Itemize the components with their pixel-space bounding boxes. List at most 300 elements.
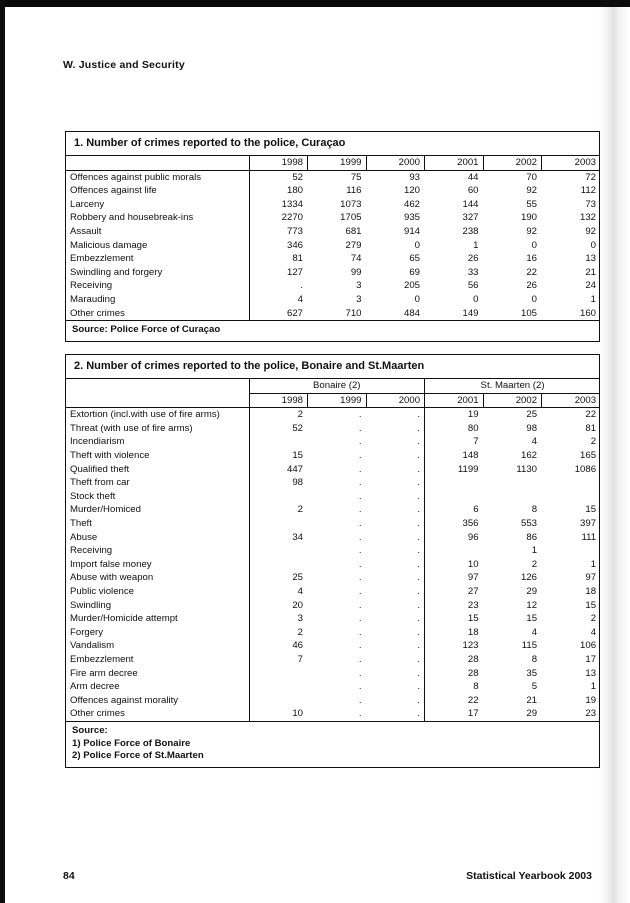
cell-value: . <box>417 640 421 652</box>
cell-value: 46 <box>249 639 308 653</box>
cell-value: 2 <box>249 408 308 422</box>
cell-value: 1 <box>590 681 597 693</box>
cell-value: 13 <box>585 667 597 679</box>
table-row <box>66 626 600 640</box>
row-label: Abuse <box>70 531 98 543</box>
cell-value: 1334 <box>249 198 308 212</box>
cell-value: 81 <box>585 422 597 434</box>
cell-value: 27 <box>425 585 484 599</box>
table-2-corner-cell-2 <box>66 393 249 408</box>
cell-value: . <box>358 681 362 693</box>
cell-value: 22 <box>542 408 601 422</box>
cell-value: 98 <box>249 476 308 490</box>
cell-value: . <box>417 422 421 434</box>
cell-value: 97 <box>425 571 484 585</box>
cell-value: 484 <box>403 307 420 319</box>
source-line: Source: Police Force of Curaçao <box>72 324 221 336</box>
cell-value: 3 <box>249 612 308 626</box>
cell-value: . <box>358 694 362 706</box>
column-header-2001: 2001 <box>425 156 484 170</box>
row-label: Swindling <box>70 599 112 611</box>
cell-value: . <box>358 572 362 584</box>
cell-value: 1705 <box>340 212 362 224</box>
cell-value: . <box>249 279 308 293</box>
cell-value: . <box>358 667 362 679</box>
cell-value: . <box>366 408 425 422</box>
cell-value: 99 <box>350 266 362 278</box>
cell-value: . <box>417 599 421 611</box>
table-row <box>66 667 600 681</box>
table-row <box>66 639 600 653</box>
cell-value: 2 <box>531 558 538 570</box>
cell-value: 4 <box>590 626 597 638</box>
table-1 <box>66 156 600 320</box>
row-label: Threat (with use of fire arms) <box>70 422 193 434</box>
cell-value <box>249 517 308 531</box>
cell-value <box>542 476 601 490</box>
cell-value: 86 <box>526 531 538 543</box>
footer-book-title: Statistical Yearbook 2003 <box>466 870 592 882</box>
column-header-1999: 1999 <box>308 393 367 408</box>
table-row <box>66 653 600 667</box>
row-label: Offences against morality <box>70 694 179 706</box>
cell-value: . <box>358 518 362 530</box>
cell-value: 18 <box>585 586 597 597</box>
footer-page-number: 84 <box>63 870 75 882</box>
row-label: Qualified theft <box>70 463 130 475</box>
row-label: Malicious damage <box>70 239 148 251</box>
cell-value: 15 <box>585 599 597 611</box>
cell-value: . <box>417 531 421 543</box>
cell-value: 1 <box>590 294 596 306</box>
column-header-1999: 1999 <box>308 156 367 170</box>
cell-value: 98 <box>526 422 538 434</box>
table-row <box>66 408 600 422</box>
cell-value: 35 <box>526 667 538 679</box>
table-row <box>66 266 600 280</box>
cell-value: 24 <box>585 280 596 292</box>
cell-value: 356 <box>425 517 484 531</box>
cell-value: . <box>358 504 362 516</box>
cell-value: 92 <box>526 185 537 197</box>
cell-value: 15 <box>249 449 308 463</box>
cell-value: 148 <box>425 449 484 463</box>
source-line: Source: <box>72 724 108 736</box>
cell-value <box>249 490 308 504</box>
cell-value: 17 <box>585 653 597 665</box>
table-row <box>66 170 600 184</box>
cell-value: 93 <box>366 170 425 184</box>
table-row <box>66 184 600 198</box>
cell-value: 149 <box>462 307 479 319</box>
table-2-source <box>66 721 599 767</box>
cell-value: 74 <box>350 253 362 265</box>
cell-value: . <box>417 463 421 475</box>
table-row <box>66 225 600 239</box>
cell-value: . <box>417 450 421 462</box>
row-label: Abuse with weapon <box>70 572 154 584</box>
cell-value <box>425 544 484 558</box>
row-label: Murder/Homiced <box>70 504 141 516</box>
cell-value: 6 <box>425 503 484 517</box>
cell-value: 10 <box>249 707 308 721</box>
row-label: Assault <box>70 226 102 238</box>
cell-value: . <box>358 531 362 543</box>
cell-value: 12 <box>526 599 538 611</box>
cell-value: 0 <box>473 294 479 306</box>
table-row <box>66 680 600 694</box>
cell-value: 17 <box>425 707 484 721</box>
table-row <box>66 531 600 545</box>
table-row <box>66 422 600 436</box>
source-line: 2) Police Force of St.Maarten <box>72 750 204 762</box>
table-row <box>66 599 600 613</box>
cell-value: 327 <box>462 212 479 224</box>
cell-value: 238 <box>462 226 479 238</box>
cell-value: 1 <box>590 558 597 570</box>
cell-value <box>425 490 484 504</box>
cell-value <box>425 476 484 490</box>
cell-value: 52 <box>249 170 308 184</box>
table-row <box>66 612 600 626</box>
cell-value <box>542 490 601 504</box>
table-row <box>66 449 600 463</box>
cell-value: 1 <box>531 545 538 557</box>
cell-value: 21 <box>585 266 596 278</box>
cell-value: . <box>358 463 362 475</box>
row-label: Forgery <box>70 626 104 638</box>
column-header-1998: 1998 <box>249 156 308 170</box>
cell-value: . <box>358 586 362 597</box>
cell-value: . <box>417 477 421 489</box>
cell-value: 70 <box>483 170 542 184</box>
section-heading: W. Justice and Security <box>63 59 185 71</box>
cell-value <box>249 435 308 449</box>
table-2 <box>66 379 600 721</box>
row-label: Arm decree <box>70 681 120 693</box>
cell-value: 123 <box>425 639 484 653</box>
cell-value: 72 <box>542 170 601 184</box>
table-2-group-header-row <box>66 379 600 393</box>
cell-value: 0 <box>414 239 420 251</box>
cell-value: 21 <box>526 694 538 706</box>
cell-value: 16 <box>526 253 537 265</box>
cell-value: 935 <box>403 212 420 224</box>
cell-value: 2270 <box>249 211 308 225</box>
cell-value: 4 <box>531 626 538 638</box>
cell-value: 279 <box>345 239 362 251</box>
cell-value: 127 <box>249 266 308 280</box>
row-label: Larceny <box>70 198 105 210</box>
cell-value: 160 <box>579 307 596 319</box>
cell-value: 132 <box>579 212 596 224</box>
cell-value: . <box>358 613 362 625</box>
cell-value <box>483 490 542 504</box>
row-label: Import false money <box>70 558 152 570</box>
row-label: Offences against public morals <box>66 170 249 184</box>
row-label: Murder/Homicide attempt <box>70 613 178 625</box>
table-row <box>66 307 600 321</box>
cell-value: . <box>358 653 362 665</box>
cell-value: 26 <box>526 280 537 292</box>
cell-value: 15 <box>425 612 484 626</box>
cell-value: 5 <box>531 681 538 693</box>
cell-value: 56 <box>467 280 479 292</box>
row-label: Fire arm decree <box>70 667 138 679</box>
table-row <box>66 252 600 266</box>
cell-value: . <box>417 504 421 516</box>
cell-value: 97 <box>585 572 597 584</box>
cell-value: 165 <box>580 450 597 462</box>
row-label: Robbery and housebreak-ins <box>70 212 194 224</box>
table-1-source <box>66 320 599 341</box>
cell-value: 44 <box>425 170 484 184</box>
cell-value: 92 <box>585 226 596 238</box>
cell-value: 2 <box>249 503 308 517</box>
row-label: Embezzlement <box>70 653 134 665</box>
cell-value: 205 <box>403 280 420 292</box>
cell-value: . <box>417 667 421 679</box>
group-header-0: Bonaire (2) <box>249 379 425 393</box>
cell-value: . <box>358 490 362 502</box>
cell-value: 3 <box>356 294 362 306</box>
row-label: Receiving <box>70 280 113 292</box>
cell-value: 19 <box>425 408 484 422</box>
cell-value: 162 <box>521 450 538 462</box>
cell-value: 553 <box>521 518 538 530</box>
table-1-body <box>66 170 600 320</box>
cell-value: 4 <box>249 293 308 307</box>
cell-value: 462 <box>403 198 420 210</box>
scan-top-edge-band <box>0 0 630 7</box>
document-page <box>5 7 630 903</box>
table-row <box>66 571 600 585</box>
cell-value: 80 <box>425 422 484 436</box>
cell-value: 0 <box>531 239 537 251</box>
cell-value: 116 <box>346 185 362 197</box>
cell-value: 106 <box>580 640 597 652</box>
table-row <box>66 503 600 517</box>
cell-value: 22 <box>526 266 537 278</box>
table-row <box>66 293 600 307</box>
table-2-year-header-row <box>66 393 600 408</box>
column-header-2002: 2002 <box>483 156 542 170</box>
cell-value: 26 <box>467 253 479 265</box>
table-row <box>66 279 600 293</box>
cell-value: 2 <box>249 626 308 640</box>
table-row <box>66 239 600 253</box>
cell-value: 18 <box>425 626 484 640</box>
cell-value: . <box>417 681 421 693</box>
cell-value: 29 <box>526 586 538 597</box>
cell-value: 914 <box>403 226 420 238</box>
cell-value: . <box>358 545 362 557</box>
cell-value: 52 <box>249 422 308 436</box>
cell-value: 29 <box>526 708 538 720</box>
cell-value: . <box>358 558 362 570</box>
cell-value: 60 <box>467 185 479 197</box>
cell-value: 75 <box>308 170 367 184</box>
table-row <box>66 476 600 490</box>
cell-value: . <box>417 613 421 625</box>
cell-value: 34 <box>249 531 308 545</box>
cell-value: 23 <box>585 708 597 720</box>
cell-value: 65 <box>409 253 420 265</box>
cell-value: 20 <box>249 599 308 613</box>
cell-value: 81 <box>249 252 308 266</box>
row-label: Public violence <box>70 586 134 597</box>
cell-value: 92 <box>526 226 537 238</box>
cell-value: 55 <box>526 198 537 210</box>
cell-value: 19 <box>585 694 597 706</box>
row-label: Other crimes <box>70 307 125 319</box>
cell-value: 105 <box>520 307 537 319</box>
cell-value: 1130 <box>516 463 538 475</box>
cell-value: . <box>417 436 421 448</box>
row-label: Other crimes <box>70 708 125 720</box>
cell-value: 144 <box>462 198 479 210</box>
row-label: Embezzlement <box>70 253 134 265</box>
row-label: Receiving <box>70 545 113 557</box>
table-2-container <box>65 354 600 768</box>
cell-value: 13 <box>585 253 596 265</box>
table-2-head <box>66 379 600 408</box>
cell-value: 0 <box>414 294 420 306</box>
cell-value <box>249 694 308 708</box>
cell-value: 1086 <box>574 463 597 475</box>
cell-value: 1 <box>473 239 479 251</box>
cell-value: . <box>417 586 421 597</box>
row-label: Theft from car <box>70 477 130 489</box>
cell-value: 10 <box>425 558 484 572</box>
column-header-2002: 2002 <box>483 393 542 408</box>
table-1-head <box>66 156 600 170</box>
cell-value: . <box>358 640 362 652</box>
cell-value: . <box>417 694 421 706</box>
cell-value: 2 <box>590 436 597 448</box>
cell-value: 346 <box>249 239 308 253</box>
table-row <box>66 544 600 558</box>
table-1-container <box>65 131 600 342</box>
cell-value: 23 <box>425 599 484 613</box>
cell-value: 397 <box>580 518 597 530</box>
cell-value: 4 <box>531 436 538 448</box>
cell-value: 15 <box>585 504 597 516</box>
cell-value: . <box>358 436 362 448</box>
cell-value: . <box>358 626 362 638</box>
cell-value: 126 <box>521 572 538 584</box>
table-row <box>66 517 600 531</box>
cell-value: . <box>417 653 421 665</box>
table-row <box>66 490 600 504</box>
cell-value: 7 <box>425 435 484 449</box>
cell-value <box>249 667 308 681</box>
column-header-1998: 1998 <box>249 393 308 408</box>
cell-value: 681 <box>345 226 362 238</box>
group-header-1: St. Maarten (2) <box>425 379 601 393</box>
row-label: Extortion (incl.with use of fire arms) <box>66 408 249 422</box>
cell-value: 627 <box>249 307 308 321</box>
cell-value: 8 <box>425 680 484 694</box>
cell-value: 25 <box>483 408 542 422</box>
row-label: Incendiarism <box>70 436 125 448</box>
cell-value: 8 <box>531 653 538 665</box>
cell-value: 3 <box>356 280 362 292</box>
table-row <box>66 463 600 477</box>
cell-value: 15 <box>526 613 538 625</box>
cell-value: 1073 <box>340 198 362 210</box>
cell-value: 28 <box>425 653 484 667</box>
cell-value: 96 <box>425 531 484 545</box>
table-row <box>66 435 600 449</box>
cell-value: . <box>358 599 362 611</box>
cell-value <box>249 558 308 572</box>
cell-value: . <box>358 708 362 720</box>
cell-value: . <box>417 490 421 502</box>
column-header-2003: 2003 <box>542 156 601 170</box>
row-label: Vandalism <box>70 640 115 652</box>
cell-value: 447 <box>249 463 308 477</box>
cell-value: . <box>358 450 362 462</box>
row-label: Theft with violence <box>70 450 150 462</box>
table-row <box>66 558 600 572</box>
cell-value: . <box>417 708 421 720</box>
cell-value: 33 <box>467 266 479 278</box>
column-header-2003: 2003 <box>542 393 601 408</box>
cell-value: 0 <box>590 239 596 251</box>
column-header-2001: 2001 <box>425 393 484 408</box>
cell-value: 22 <box>425 694 484 708</box>
cell-value: 115 <box>521 640 538 652</box>
cell-value <box>542 544 601 558</box>
cell-value: 4 <box>249 585 308 599</box>
cell-value: . <box>417 545 421 557</box>
table-2-corner-cell <box>66 379 249 393</box>
cell-value: 73 <box>585 198 596 210</box>
table-row <box>66 694 600 708</box>
table-row <box>66 198 600 212</box>
cell-value: 7 <box>249 653 308 667</box>
row-label: Stock theft <box>70 490 116 502</box>
cell-value: . <box>358 477 362 489</box>
table-1-header-row <box>66 156 600 170</box>
cell-value <box>249 680 308 694</box>
cell-value: . <box>417 558 421 570</box>
table-2-title: 2. Number of crimes reported to the police, Bonaire and St.Maarten <box>66 355 599 379</box>
cell-value: 180 <box>249 184 308 198</box>
table-row <box>66 707 600 721</box>
cell-value <box>483 476 542 490</box>
row-label: Theft <box>70 518 92 530</box>
cell-value: 773 <box>249 225 308 239</box>
cell-value: . <box>308 408 367 422</box>
column-header-2000: 2000 <box>366 156 425 170</box>
cell-value <box>249 544 308 558</box>
source-line: 1) Police Force of Bonaire <box>72 737 191 749</box>
table-2-body <box>66 408 600 721</box>
row-label: Marauding <box>70 294 116 306</box>
cell-value: 1199 <box>425 463 484 477</box>
table-1-corner-cell <box>66 156 249 170</box>
cell-value: 69 <box>409 266 420 278</box>
cell-value: . <box>417 572 421 584</box>
cell-value: 2 <box>590 613 597 625</box>
column-header-2000: 2000 <box>366 393 425 408</box>
cell-value: 8 <box>531 504 538 516</box>
row-label: Offences against life <box>70 185 157 197</box>
cell-value: 111 <box>581 531 597 543</box>
cell-value: 0 <box>531 294 537 306</box>
